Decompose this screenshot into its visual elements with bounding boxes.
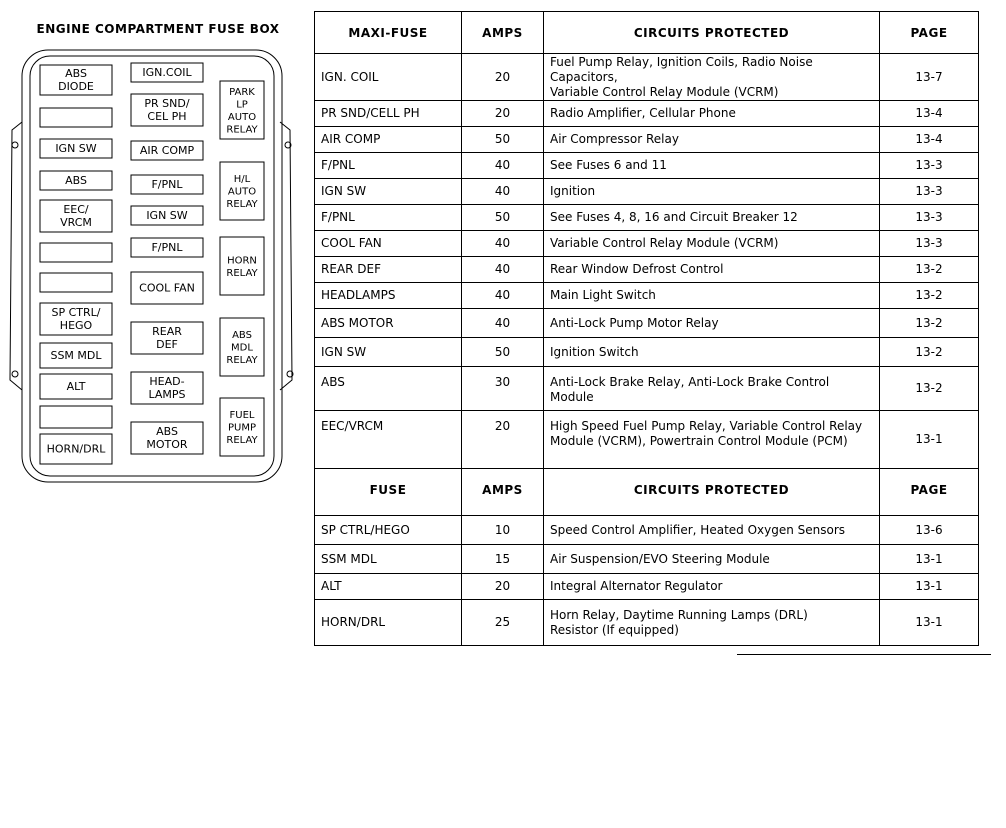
left-mount-hole-bottom (12, 371, 18, 377)
table-row (315, 574, 979, 600)
circuits-cell: Air Compressor Relay (544, 127, 880, 153)
amps-cell: 40 (462, 257, 544, 283)
fuse-name-cell: HORN/DRL (315, 600, 462, 646)
circuits-cell: High Speed Fuel Pump Relay, Variable Control Relay Module (VCRM), Powertrain Control Module (PCM) (544, 411, 880, 469)
fuse-name-cell: IGN SW (315, 179, 462, 205)
left-mount-tab (10, 122, 22, 390)
relay-label: RELAY (226, 435, 258, 446)
fuse-name-cell: ABS (315, 367, 462, 411)
page-cell: 13-1 (880, 411, 979, 469)
fuse-label: ABS (65, 174, 87, 188)
table-row (315, 231, 979, 257)
amps-cell: 40 (462, 153, 544, 179)
page-cell: 13-3 (880, 205, 979, 231)
circuits-header: CIRCUITS PROTECTED (544, 12, 880, 54)
table-row (315, 309, 979, 338)
fuse-label: DIODE (58, 80, 94, 94)
page-header: PAGE (880, 12, 979, 54)
fuse-name-cell: F/PNL (315, 205, 462, 231)
amps-cell: 30 (462, 367, 544, 411)
circuits-cell: Horn Relay, Daytime Running Lamps (DRL) Resistor (If equipped) (544, 600, 880, 646)
fuse-box-diagram (0, 0, 310, 500)
fuse-name-cell: ABS MOTOR (315, 309, 462, 338)
circuits-cell: Ignition Switch (544, 338, 880, 367)
circuits-cell: Fuel Pump Relay, Ignition Coils, Radio Noise Capacitors, Variable Control Relay Module (VCRM) (544, 54, 880, 101)
table-row (315, 257, 979, 283)
fuse-name-cell: REAR DEF (315, 257, 462, 283)
fuse-label: EEC/ (63, 203, 89, 217)
maxi-fuse-header: MAXI-FUSE (315, 12, 462, 54)
table-row (315, 54, 979, 101)
left-mount-hole-top (12, 142, 18, 148)
table-header-row (315, 12, 979, 54)
circuits-cell: Ignition (544, 179, 880, 205)
relay-label: FUEL (229, 410, 255, 421)
table-row (315, 545, 979, 574)
table-row (315, 205, 979, 231)
page-cell: 13-6 (880, 516, 979, 545)
relay-label: MDL (231, 342, 253, 354)
fuse-name-cell: ALT (315, 574, 462, 600)
fuse-label: SP CTRL/ (51, 306, 101, 320)
relay-label: LP (236, 99, 248, 111)
table-row (315, 411, 979, 469)
maxi-fuse-label: IGN SW (146, 209, 188, 223)
maxi-fuse-label: F/PNL (151, 241, 183, 255)
fuse-slot (40, 406, 112, 428)
page-cell: 13-3 (880, 153, 979, 179)
circuits-cell: Integral Alternator Regulator (544, 574, 880, 600)
page-cell: 13-1 (880, 545, 979, 574)
circuits-cell: Variable Control Relay Module (VCRM) (544, 231, 880, 257)
circuits-cell: Anti-Lock Brake Relay, Anti-Lock Brake Control Module (544, 367, 880, 411)
fuse-label: SSM MDL (50, 349, 102, 363)
maxi-fuse-label: F/PNL (151, 178, 183, 192)
fuse-name-cell: IGN SW (315, 338, 462, 367)
maxi-fuse-label: COOL FAN (139, 281, 195, 295)
amps-cell: 15 (462, 545, 544, 574)
fuse-name-cell: IGN. COIL (315, 54, 462, 101)
page-cell: 13-4 (880, 127, 979, 153)
circuits-cell: Radio Amplifier, Cellular Phone (544, 101, 880, 127)
fuse-label: HEGO (59, 319, 93, 333)
maxi-fuse-label: CEL PH (147, 110, 187, 124)
fuse-label: ALT (66, 380, 86, 394)
footer-rule (737, 654, 991, 655)
relay-label: RELAY (226, 199, 258, 210)
amps-header: AMPS (462, 469, 544, 516)
maxi-fuse-label: DEF (156, 338, 178, 352)
amps-cell: 20 (462, 411, 544, 469)
table-row (315, 153, 979, 179)
maxi-fuse-label: IGN.COIL (142, 66, 192, 80)
table-row (315, 127, 979, 153)
amps-cell: 50 (462, 205, 544, 231)
amps-cell: 20 (462, 101, 544, 127)
table-row (315, 600, 979, 646)
amps-header: AMPS (462, 12, 544, 54)
relay-label: AUTO (227, 111, 257, 123)
fuse-label: IGN SW (55, 142, 97, 156)
relay-label: ABS (232, 330, 252, 341)
page-cell: 13-3 (880, 179, 979, 205)
fuse-label: HORN/DRL (46, 442, 106, 456)
amps-cell: 50 (462, 338, 544, 367)
page-cell: 13-2 (880, 283, 979, 309)
maxi-fuse-label: HEAD- (149, 375, 185, 389)
page-cell: 13-2 (880, 309, 979, 338)
relay-label: AUTO (227, 186, 257, 198)
maxi-fuse-label: ABS (156, 425, 178, 439)
circuits-cell: Main Light Switch (544, 283, 880, 309)
table-row (315, 101, 979, 127)
amps-cell: 10 (462, 516, 544, 545)
page-cell: 13-1 (880, 574, 979, 600)
circuits-cell: See Fuses 4, 8, 16 and Circuit Breaker 12 (544, 205, 880, 231)
amps-cell: 40 (462, 283, 544, 309)
fuse-name-cell: EEC/VRCM (315, 411, 462, 469)
circuits-cell: Speed Control Amplifier, Heated Oxygen Sensors (544, 516, 880, 545)
fuse-name-cell: SP CTRL/HEGO (315, 516, 462, 545)
amps-cell: 20 (462, 574, 544, 600)
table-header-row (315, 469, 979, 516)
fuse-slot (40, 273, 112, 292)
relay-label: PARK (229, 86, 255, 98)
table-row (315, 338, 979, 367)
maxi-fuse-label: REAR (152, 325, 182, 339)
page-cell: 13-1 (880, 600, 979, 646)
fuse-label: VRCM (60, 216, 92, 230)
fuse-chart-table (314, 11, 979, 646)
maxi-fuse-label: MOTOR (146, 438, 188, 452)
relay-label: RELAY (226, 355, 258, 366)
circuits-header: CIRCUITS PROTECTED (544, 469, 880, 516)
table-row (315, 367, 979, 411)
maxi-fuse-label: PR SND/ (144, 97, 190, 111)
amps-cell: 40 (462, 309, 544, 338)
amps-cell: 40 (462, 231, 544, 257)
page-cell: 13-2 (880, 367, 979, 411)
amps-cell: 50 (462, 127, 544, 153)
relay-label: HORN (227, 255, 257, 267)
maxi-fuse-label: AIR COMP (139, 144, 195, 158)
amps-cell: 20 (462, 54, 544, 101)
page-cell: 13-7 (880, 54, 979, 101)
fuse-name-cell: PR SND/CELL PH (315, 101, 462, 127)
fuse-name-cell: SSM MDL (315, 545, 462, 574)
fuse-slot (40, 243, 112, 262)
fuse-name-cell: COOL FAN (315, 231, 462, 257)
circuits-cell: Anti-Lock Pump Motor Relay (544, 309, 880, 338)
fuse-header: FUSE (315, 469, 462, 516)
maxi-fuse-label: LAMPS (148, 388, 186, 402)
page-cell: 13-4 (880, 101, 979, 127)
diagram-title: ENGINE COMPARTMENT FUSE BOX (36, 22, 280, 36)
fuse-slot (40, 108, 112, 127)
circuits-cell: Air Suspension/EVO Steering Module (544, 545, 880, 574)
relay-label: H/L (233, 174, 251, 185)
relay-label: RELAY (226, 124, 258, 136)
page-cell: 13-2 (880, 257, 979, 283)
fuse-name-cell: HEADLAMPS (315, 283, 462, 309)
fuse-label: ABS (65, 67, 87, 81)
circuits-cell: See Fuses 6 and 11 (544, 153, 880, 179)
fuse-name-cell: AIR COMP (315, 127, 462, 153)
relay-label: RELAY (226, 267, 258, 279)
amps-cell: 25 (462, 600, 544, 646)
fuse-name-cell: F/PNL (315, 153, 462, 179)
table-row (315, 179, 979, 205)
relay-label: PUMP (227, 422, 257, 434)
table-row (315, 516, 979, 545)
table-row (315, 283, 979, 309)
page-cell: 13-2 (880, 338, 979, 367)
amps-cell: 40 (462, 179, 544, 205)
circuits-cell: Rear Window Defrost Control (544, 257, 880, 283)
page-cell: 13-3 (880, 231, 979, 257)
page-header: PAGE (880, 469, 979, 516)
